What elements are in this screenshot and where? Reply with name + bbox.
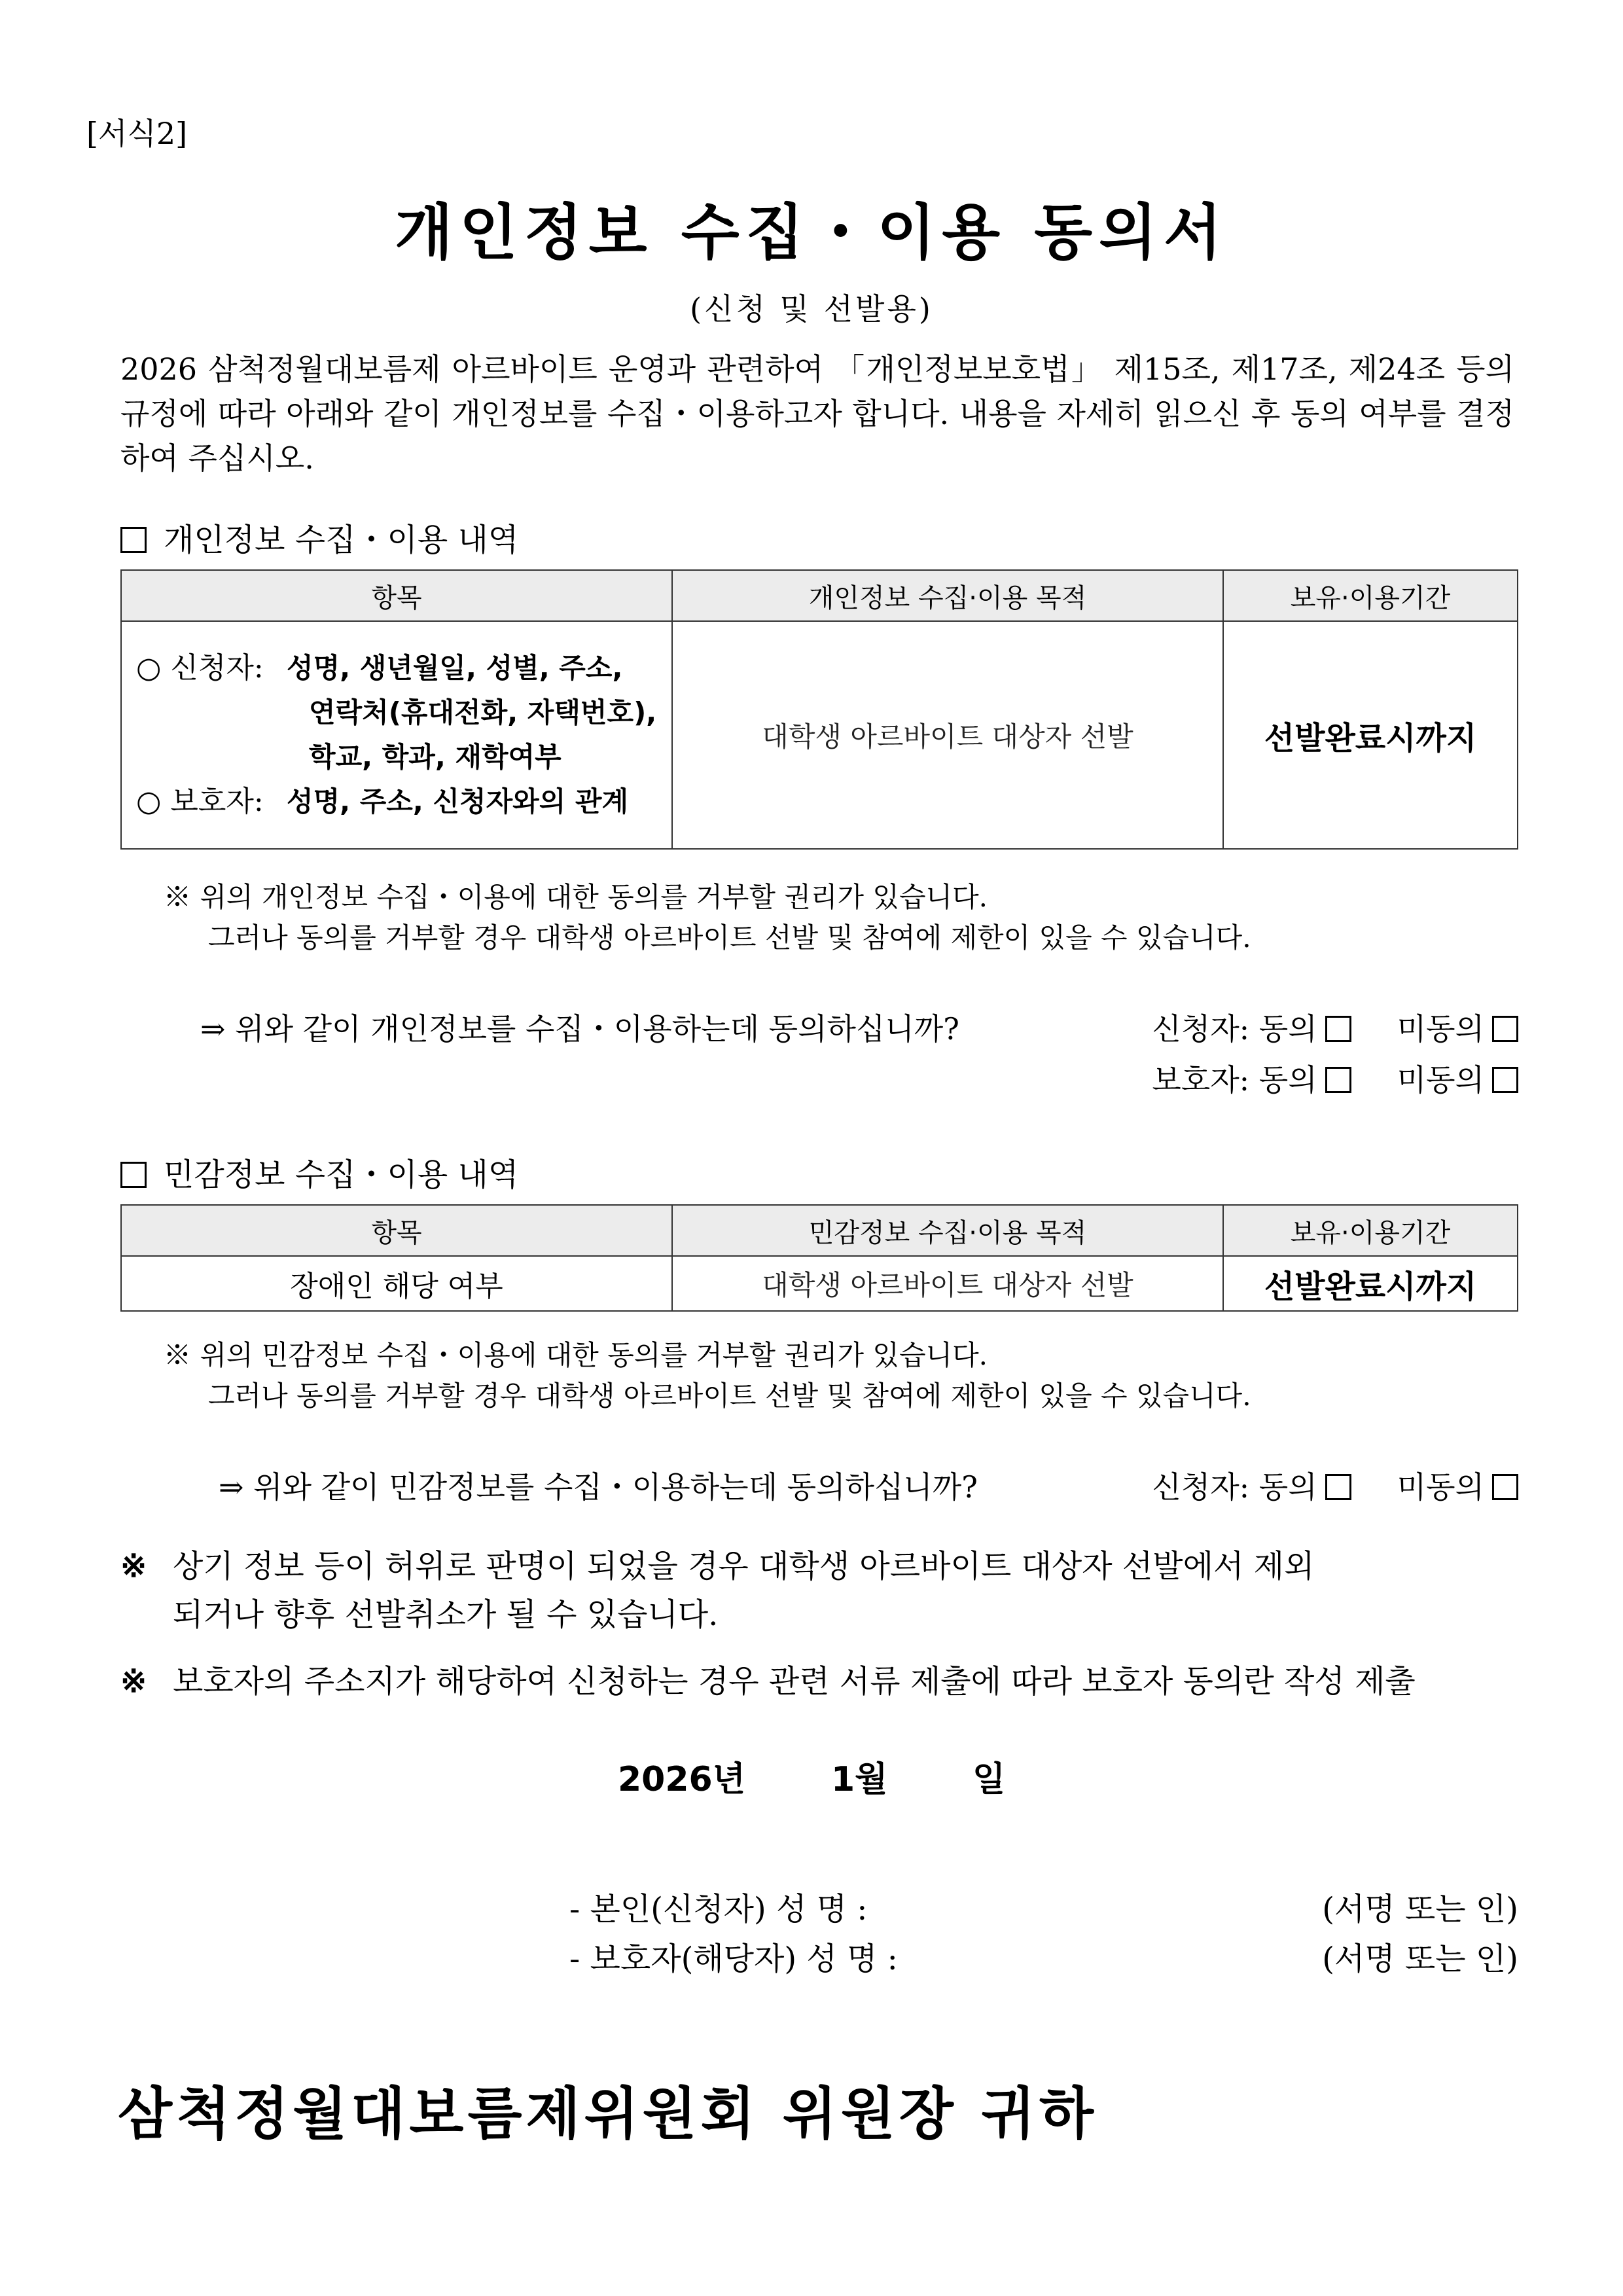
table2-period: 선발완료시까지 xyxy=(1223,1256,1518,1311)
warning1-line2: 되거나 향후 선발취소가 될 수 있습니다. xyxy=(173,1596,719,1633)
table1-header-purpose: 개인정보 수집·이용 목적 xyxy=(672,570,1223,621)
section1-heading-text: 개인정보 수집・이용 내역 xyxy=(164,522,519,558)
section1-applicant-agree-label: 신청자: 동의 xyxy=(1152,1011,1317,1047)
table1-header-item: 항목 xyxy=(121,570,672,621)
section2-applicant-consent-row xyxy=(1152,1463,1518,1507)
reference-mark-icon: ※ xyxy=(120,1663,147,1700)
date-day: 일 xyxy=(972,1760,1006,1799)
section1-guardian-agree-checkbox[interactable] xyxy=(1325,1067,1351,1093)
reference-mark-icon: ※ xyxy=(120,1548,147,1585)
section1-notice xyxy=(164,877,1251,958)
section2-notice-line1: ※ 위의 민감정보 수집・이용에 대한 동의를 거부할 권리가 있습니다. xyxy=(164,1339,988,1371)
table2-header-item: 항목 xyxy=(121,1205,672,1256)
section2-heading-text: 민감정보 수집・이용 내역 xyxy=(164,1157,519,1193)
addressee: 삼척정월대보름제위원회 위원장 귀하 xyxy=(118,2081,1098,2147)
warning1-line1: 상기 정보 등이 허위로 판명이 되었을 경우 대학생 아르바이트 대상자 선발에서 제외 xyxy=(173,1548,1315,1585)
section1-guardian-disagree-checkbox[interactable] xyxy=(1492,1067,1518,1093)
table1-purpose: 대학생 아르바이트 대상자 선발 xyxy=(672,621,1223,849)
section1-notice-line1: ※ 위의 개인정보 수집・이용에 대한 동의를 거부할 권리가 있습니다. xyxy=(164,881,988,913)
guardian-signature-field[interactable]: (서명 또는 인) xyxy=(1322,1941,1518,1977)
document-title: 개인정보 수집・이용 동의서 xyxy=(395,197,1228,268)
form-number: [서식2] xyxy=(86,116,188,151)
personal-info-table xyxy=(120,569,1518,850)
section2-heading xyxy=(120,1149,518,1194)
guardian-items: 성명, 주소, 신청자와의 관계 xyxy=(287,785,629,817)
section1-applicant-agree-checkbox[interactable] xyxy=(1325,1016,1351,1042)
section2-notice-line2: 그러나 동의를 거부할 경우 대학생 아르바이트 선발 및 참여에 제한이 있을 수 있습니다. xyxy=(208,1380,1251,1412)
section2-notice xyxy=(164,1335,1251,1416)
section1-guardian-disagree-label: 미동의 xyxy=(1397,1062,1484,1098)
warning-guardian xyxy=(120,1657,1517,1706)
applicant-item-1: 성명, 생년월일, 성별, 주소, xyxy=(287,652,623,684)
section2-applicant-agree-label: 신청자: 동의 xyxy=(1152,1469,1317,1505)
table1-items-cell xyxy=(121,621,672,849)
table1-period: 선발완료시까지 xyxy=(1223,621,1518,849)
applicant-signature-field[interactable]: (서명 또는 인) xyxy=(1322,1891,1518,1928)
table2-purpose: 대학생 아르바이트 대상자 선발 xyxy=(672,1256,1223,1311)
date-month: 1월 xyxy=(831,1760,888,1799)
section1-applicant-consent-row xyxy=(1152,1005,1518,1049)
section1-guardian-consent-row xyxy=(1152,1056,1518,1100)
table2-header-period: 보유·이용기간 xyxy=(1223,1205,1518,1256)
section1-applicant-disagree-checkbox[interactable] xyxy=(1492,1016,1518,1042)
section2-applicant-disagree-label: 미동의 xyxy=(1397,1469,1484,1505)
section2-question: ⇒ 위와 같이 민감정보를 수집・이용하는데 동의하십니까? xyxy=(219,1469,978,1505)
table1-header-period: 보유·이용기간 xyxy=(1223,570,1518,621)
section1-question: ⇒ 위와 같이 개인정보를 수집・이용하는데 동의하십니까? xyxy=(200,1011,959,1047)
warning2-text: 보호자의 주소지가 해당하여 신청하는 경우 관련 서류 제출에 따라 보호자 동의란 작성 제출 xyxy=(173,1663,1416,1700)
section1-heading xyxy=(120,514,518,560)
applicant-item-3: 학교, 학과, 재학여부 xyxy=(309,741,562,773)
section1-notice-line2: 그러나 동의를 거부할 경우 대학생 아르바이트 선발 및 참여에 제한이 있을 수 있습니다. xyxy=(208,922,1251,954)
applicant-signature-label: - 본인(신청자) 성 명 : xyxy=(569,1891,868,1928)
guardian-signature-label: - 보호자(해당자) 성 명 : xyxy=(569,1941,898,1977)
guardian-label: ○ 보호자: xyxy=(136,785,264,818)
applicant-item-2: 연락처(휴대전화, 자택번호), xyxy=(309,696,657,728)
date-year: 2026년 xyxy=(618,1760,745,1799)
square-bullet-icon xyxy=(120,1162,147,1188)
section1-applicant-disagree-label: 미동의 xyxy=(1397,1011,1484,1047)
applicant-label: ○ 신청자: xyxy=(136,651,264,685)
sensitive-info-table xyxy=(120,1204,1518,1312)
warning-false-info xyxy=(120,1542,1517,1639)
section1-guardian-agree-label: 보호자: 동의 xyxy=(1152,1062,1317,1098)
document-subtitle: (신청 및 선발용) xyxy=(690,291,933,327)
table2-item: 장애인 해당 여부 xyxy=(121,1256,672,1311)
intro-paragraph: 2026 삼척정월대보름제 아르바이트 운영과 관련하여 「개인정보보호법」 제15조, 제17조, 제24조 등의 규정에 따라 아래와 같이 개인정보를 수집・이용하고자 합니다. 내용을 자세히 읽으신 후 동의 여부를 결정하여 주십시오. xyxy=(120,351,1514,476)
section2-applicant-agree-checkbox[interactable] xyxy=(1325,1474,1351,1500)
square-bullet-icon xyxy=(120,527,147,553)
table2-header-purpose: 민감정보 수집·이용 목적 xyxy=(672,1205,1223,1256)
section2-applicant-disagree-checkbox[interactable] xyxy=(1492,1474,1518,1500)
